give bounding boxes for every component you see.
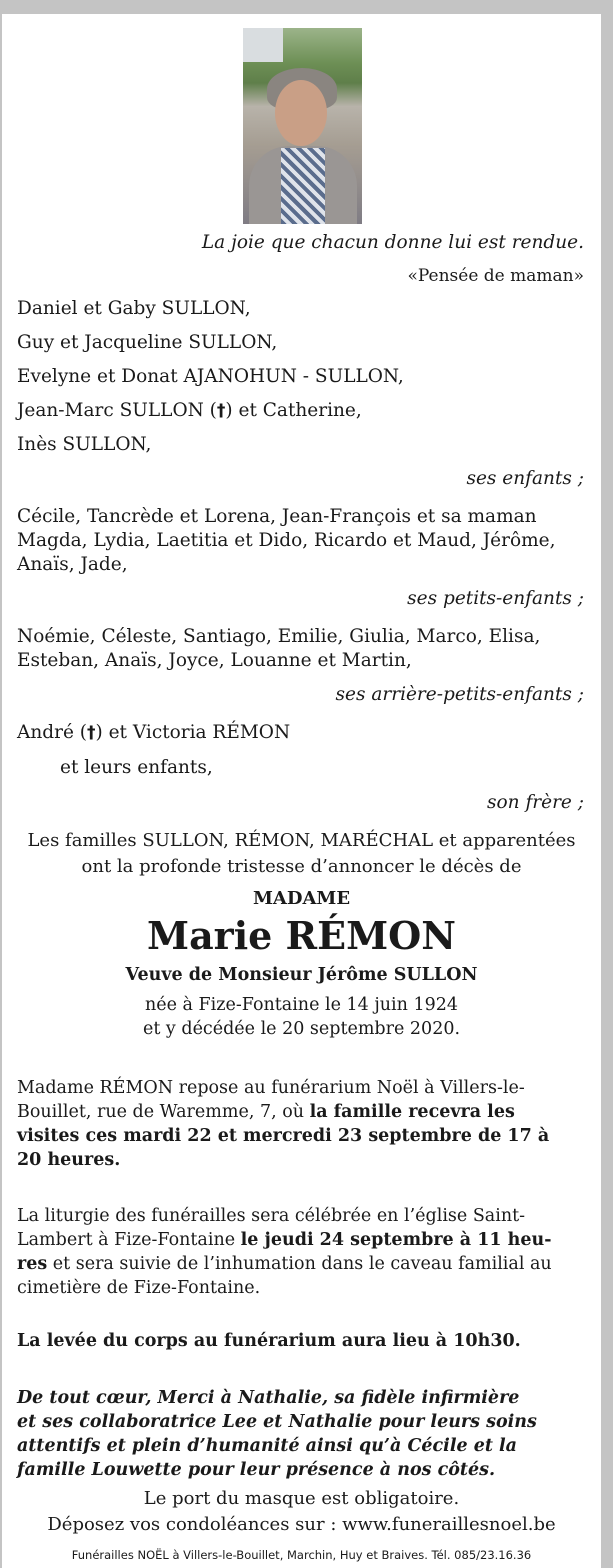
condolences-link[interactable]: Déposez vos condoléances sur : www.funeraillesnoel.be [47,1514,556,1535]
grandchildren-line-1: Cécile, Tancrède et Lorena, Jean-François et sa maman [17,506,537,527]
brother: André (†) et Victoria RÉMON [17,722,291,743]
families-line-2: ont la profonde tristesse d’annoncer le décès de [81,856,522,877]
great-grandchildren-line-1: Noémie, Céleste, Santiago, Emilie, Giulia, Marco, Elisa, [17,626,541,647]
child-3: Evelyne et Donat AJANOHUN - SULLON, [17,366,404,387]
obituary-card [2,14,601,1568]
honorific: MADAME [252,888,351,909]
child-4: Jean-Marc SULLON (†) et Catherine, [17,400,362,421]
great-grandchildren-line-2: Esteban, Anaïs, Joyce, Louanne et Martin, [17,650,412,671]
birth-info: née à Fize-Fontaine le 14 juin 1924 [144,995,459,1015]
quote-source: «Pensée de maman» [407,266,584,286]
mask-notice: Le port du masque est obligatoire. [143,1488,460,1509]
grandchildren-line-2: Magda, Lydia, Laetitia et Dido, Ricardo et Maud, Jérôme, [17,530,556,551]
cross-icon: † [87,723,96,743]
deceased-portrait-photo [243,28,362,224]
wake-paragraph: Madame RÉMON repose au funérarium Noël à Villers-le- Bouillet, rue de Waremme, 7, où la famille recevra les visites ces mardi 22 et mercredi 23 septembre de 17 à 20 heures. [17,1078,550,1170]
families-line-1: Les familles SULLON, RÉMON, MARÉCHAL et apparentées [27,830,576,851]
grandchildren-line-3: Anaïs, Jade, [17,554,128,575]
death-info: et y décédée le 20 septembre 2020. [142,1019,461,1039]
great-grandchildren-role: ses arrière-petits-enfants ; [335,684,584,705]
child-2: Guy et Jacqueline SULLON, [17,332,278,353]
brother-role: son frère ; [487,792,584,813]
children-role: ses enfants ; [466,468,584,489]
levee-notice: La levée du corps au funérarium aura lieu à 10h30. [17,1331,521,1351]
widow-of: Veuve de Monsieur Jérôme SULLON [125,965,478,985]
child-1: Daniel et Gaby SULLON, [17,298,251,319]
child-5: Inès SULLON, [17,434,152,455]
grandchildren-role: ses petits-enfants ; [407,588,584,609]
liturgy-paragraph: La liturgie des funérailles sera célébrée en l’église Saint- Lambert à Fize-Fontaine le jeudi 24 septembre à 11 heu- res et sera suivie de l’inhumation dans le caveau familial au cimetière de Fize-Fontaine. [17,1206,552,1298]
cross-icon: † [216,401,226,421]
deceased-name: Marie RÉMON [147,913,456,958]
thanks-paragraph: De tout cœur, Merci à Nathalie, sa fidèle infirmière et ses collaboratrice Lee et Nathalie pour leurs soins attentifs et plein d’humanité ainsi qu’à Cécile et la famille Louwette pour leur présence à nos côtés. [17,1388,537,1480]
funeral-home-footer: Funérailles NOËL à Villers-le-Bouillet, Marchin, Huy et Braives. Tél. 085/23.16.36 [71,1548,532,1562]
brother-family: et leurs enfants, [60,757,213,778]
quote: La joie que chacun donne lui est rendue. [201,232,584,253]
